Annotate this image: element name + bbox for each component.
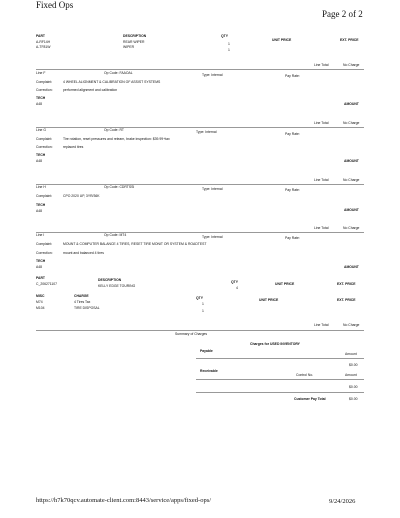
tech-label: TECH [36, 96, 46, 100]
op-code: FAAOAL [119, 71, 133, 75]
op-code-label: Op Code: [104, 71, 119, 75]
pay-rate-label: Pay Rate: [285, 132, 300, 136]
divider [36, 127, 364, 128]
col-qty: QTY [231, 280, 238, 284]
table-row-qty: 1 [228, 42, 230, 46]
col-description: DESCRIPTION [123, 34, 147, 38]
customer-pay-label: Customer Pay Total [294, 397, 326, 401]
table-row-misc: M104 [36, 306, 45, 310]
complaint-text: 4 WHEEL ALIGNMENT & CALIBRATION OF ASSIST SYSTEMS [63, 80, 161, 84]
op-code: MT4 [119, 233, 127, 237]
amount-label: AMOUNT [344, 208, 359, 212]
amount-label: Amount [345, 373, 357, 377]
type-value: Internal [205, 130, 217, 134]
summary-title: Summary of Charges [175, 332, 208, 336]
amount-label: AMOUNT [344, 102, 359, 106]
line-label: Line I [36, 233, 45, 237]
table-row-qty: 1 [202, 309, 204, 313]
type-value: Internal [211, 187, 223, 191]
op-code-label: Op Code: [104, 185, 119, 189]
tech-label: TECH [36, 203, 46, 207]
type-value: Internal [211, 73, 223, 77]
table-row-misc: M74 [36, 300, 43, 304]
footer-url: https://h7k70qcv.automate-client.com:8443/service/apps/fixed-ops/ [36, 497, 212, 504]
divider [36, 184, 364, 185]
divider [196, 392, 364, 393]
tech-value: A48 [36, 159, 43, 163]
op-code-label: Op Code: [104, 233, 119, 237]
table-row-charge: TIRE DISPOSAL [74, 306, 100, 310]
complaint-label: Complaint: [36, 80, 53, 84]
op-code-label: Op Code: [104, 128, 119, 132]
correction-text: mount and balanced 4 tires [63, 251, 104, 255]
col-description: DESCRIPTION [98, 278, 122, 282]
table-row-part: C_206271107 [36, 282, 58, 286]
correction-text: replaced tires [63, 145, 84, 149]
table-row-qty: 1 [202, 302, 204, 306]
line-total-value: No Charge [343, 226, 360, 230]
complaint-label: Complaint: [36, 194, 53, 198]
type-value: Internal [211, 235, 223, 239]
correction-label: Correction: [36, 251, 53, 255]
payable-value: $0.00 [349, 363, 358, 367]
divider [196, 358, 364, 359]
table-row-charge: 4 Tires Tax [74, 300, 91, 304]
divider [36, 69, 364, 70]
col-ext-price: EXT. PRICE [337, 298, 356, 302]
summary-section: Charges for USED INVENTORY [250, 342, 300, 346]
col-misc: MISC [36, 294, 45, 298]
divider [36, 330, 364, 331]
payable-label: Payable [200, 349, 213, 353]
amount-label: AMOUNT [344, 159, 359, 163]
pay-rate-label: Pay Rate: [285, 188, 300, 192]
customer-pay-value: $0.00 [349, 397, 358, 401]
complaint-label: Complaint: [36, 137, 53, 141]
pay-rate-label: Pay Rate: [285, 74, 300, 78]
page-number: Page 2 of 2 [322, 9, 363, 19]
amount-label: Amount [345, 352, 357, 356]
line-label: Line G [36, 128, 46, 132]
table-row-qty: 1 [228, 48, 230, 52]
tech-value: A48 [36, 102, 43, 106]
complaint-label: Complaint: [36, 242, 53, 246]
line-label: Line H [36, 185, 46, 189]
line-total-value: No Charge [343, 178, 360, 182]
table-row-description: WIPER [123, 45, 135, 49]
col-unit-price: UNIT PRICE [275, 282, 295, 286]
tech-label: TECH [36, 153, 46, 157]
line-total-label: Line Total [314, 323, 329, 327]
tech-value: A48 [36, 209, 43, 213]
col-ext-price: EXT. PRICE [340, 38, 359, 42]
col-part: PART [36, 34, 45, 38]
complaint-text: Tire rotation, reset pressures and relearn, brake inspection: $39.99+tax [63, 137, 170, 141]
table-row-part: A-RF14H [36, 40, 51, 44]
col-unit-price: UNIT PRICE [272, 38, 292, 42]
tech-value: A48 [36, 265, 43, 269]
col-unit-price: UNIT PRICE [259, 298, 279, 302]
col-qty: QTY [196, 296, 203, 300]
table-row-qty: 4 [236, 286, 238, 290]
line-total-value: No Charge [343, 323, 360, 327]
col-charge: CHARGE [74, 294, 89, 298]
op-code: CDRTSSI [119, 185, 135, 189]
line-total-value: No Charge [343, 63, 360, 67]
type-label: Type: [202, 187, 211, 191]
op-code: RT [119, 128, 124, 132]
divider [196, 379, 364, 380]
divider [36, 232, 364, 233]
receivable-value: $0.00 [349, 385, 358, 389]
type-label: Type: [202, 73, 211, 77]
complaint-text: CPO 2020 UP, 3YR/36K [63, 194, 100, 198]
line-total-label: Line Total [314, 63, 329, 67]
line-total-label: Line Total [314, 121, 329, 125]
complaint-text: MOUNT & COMPUTER BALANCE 4 TIRES, RESET TIRE MONIT OR SYSTEM & ROADTEST [63, 242, 207, 246]
amount-label: AMOUNT [344, 265, 359, 269]
tech-label: TECH [36, 259, 46, 263]
line-total-value: No Charge [343, 121, 360, 125]
line-label: Line F [36, 71, 46, 75]
table-row-description: REAR WIPER [123, 40, 145, 44]
type-label: Type: [196, 130, 205, 134]
correction-label: Correction: [36, 88, 53, 92]
col-part: PART [36, 276, 45, 280]
line-total-label: Line Total [314, 226, 329, 230]
correction-text: performed alignment and calibration [63, 88, 118, 92]
col-ext-price: EXT. PRICE [337, 282, 356, 286]
col-qty: QTY [221, 34, 228, 38]
footer-date: 9/24/2026 [329, 498, 356, 505]
pay-rate-label: Pay Rate: [285, 236, 300, 240]
table-row-part: A-TF81W [36, 45, 51, 49]
control-no-label: Control No. [296, 373, 314, 377]
receivable-label: Receivable [200, 369, 218, 373]
table-row-description: KELLY EDGE TOURING [98, 284, 136, 288]
line-total-label: Line Total [314, 178, 329, 182]
correction-label: Correction: [36, 145, 53, 149]
document-title: Fixed Ops [36, 0, 74, 10]
type-label: Type: [202, 235, 211, 239]
